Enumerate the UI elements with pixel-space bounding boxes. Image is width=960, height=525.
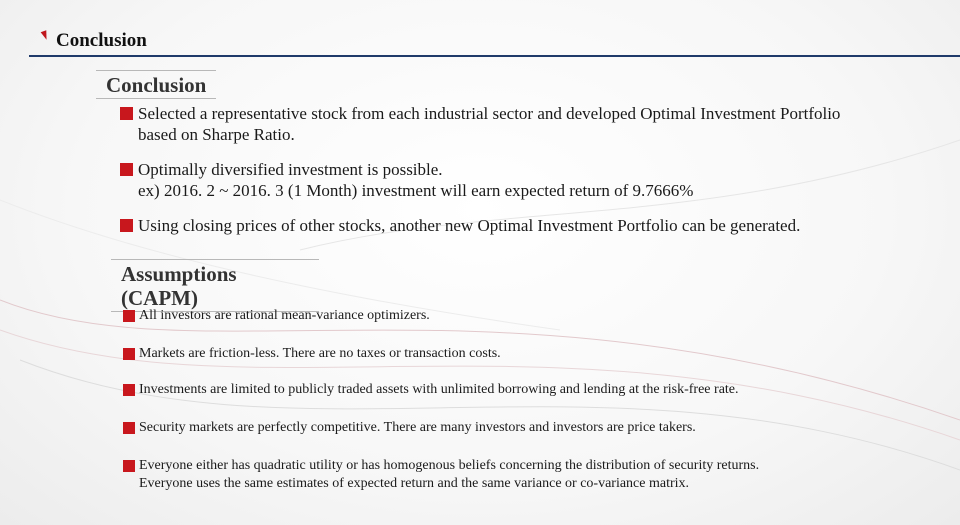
bullet-text-continued: based on Sharpe Ratio. (138, 125, 295, 144)
assumption-bullet (123, 381, 739, 399)
header-divider (29, 55, 960, 57)
bullet-text-continued: ex) 2016. 2 ~ 2016. 3 (1 Month) investment will earn expected return of 9.7666% (138, 181, 694, 200)
bullet-square-icon (123, 422, 135, 434)
bullet-square-icon (120, 163, 133, 176)
bullet-square-icon (123, 384, 135, 396)
bullet-text: Selected a representative stock from each industrial sector and developed Optimal Investment Portfolio (138, 104, 841, 123)
bullet-text: Investments are limited to publicly traded assets with unlimited borrowing and lending at the risk-free rate. (139, 382, 739, 397)
conclusion-bullet (120, 215, 800, 236)
page-title: Conclusion (56, 30, 147, 51)
bullet-text: All investors are rational mean-variance optimizers. (139, 308, 430, 323)
bullet-square-icon (120, 219, 133, 232)
bullet-text: Markets are friction-less. There are no taxes or transaction costs. (139, 346, 501, 361)
assumption-bullet (123, 419, 696, 437)
header-accent-mark (41, 30, 50, 41)
bullet-text: Using closing prices of other stocks, another new Optimal Investment Portfolio can be generated. (138, 216, 801, 235)
conclusion-bullet (120, 159, 693, 201)
bullet-square-icon (123, 310, 135, 322)
assumption-bullet (123, 345, 501, 363)
bullet-text: Everyone either has quadratic utility or has homogenous beliefs concerning the distribution of security returns. (139, 458, 760, 473)
bullet-text: Optimally diversified investment is possible. (138, 160, 443, 179)
conclusion-heading: Conclusion (96, 70, 216, 99)
bullet-text-continued: Everyone uses the same estimates of expected return and the same variance or co-variance matrix. (139, 476, 690, 491)
bullet-square-icon (120, 107, 133, 120)
bullet-square-icon (123, 348, 135, 360)
bullet-square-icon (123, 460, 135, 472)
bullet-text: Security markets are perfectly competitive. There are many investors and investors are price takers. (139, 420, 696, 435)
conclusion-bullet (120, 103, 840, 145)
assumptions-heading: Assumptions (CAPM) (111, 259, 319, 312)
assumption-bullet (123, 307, 430, 325)
assumption-bullet (123, 457, 759, 493)
